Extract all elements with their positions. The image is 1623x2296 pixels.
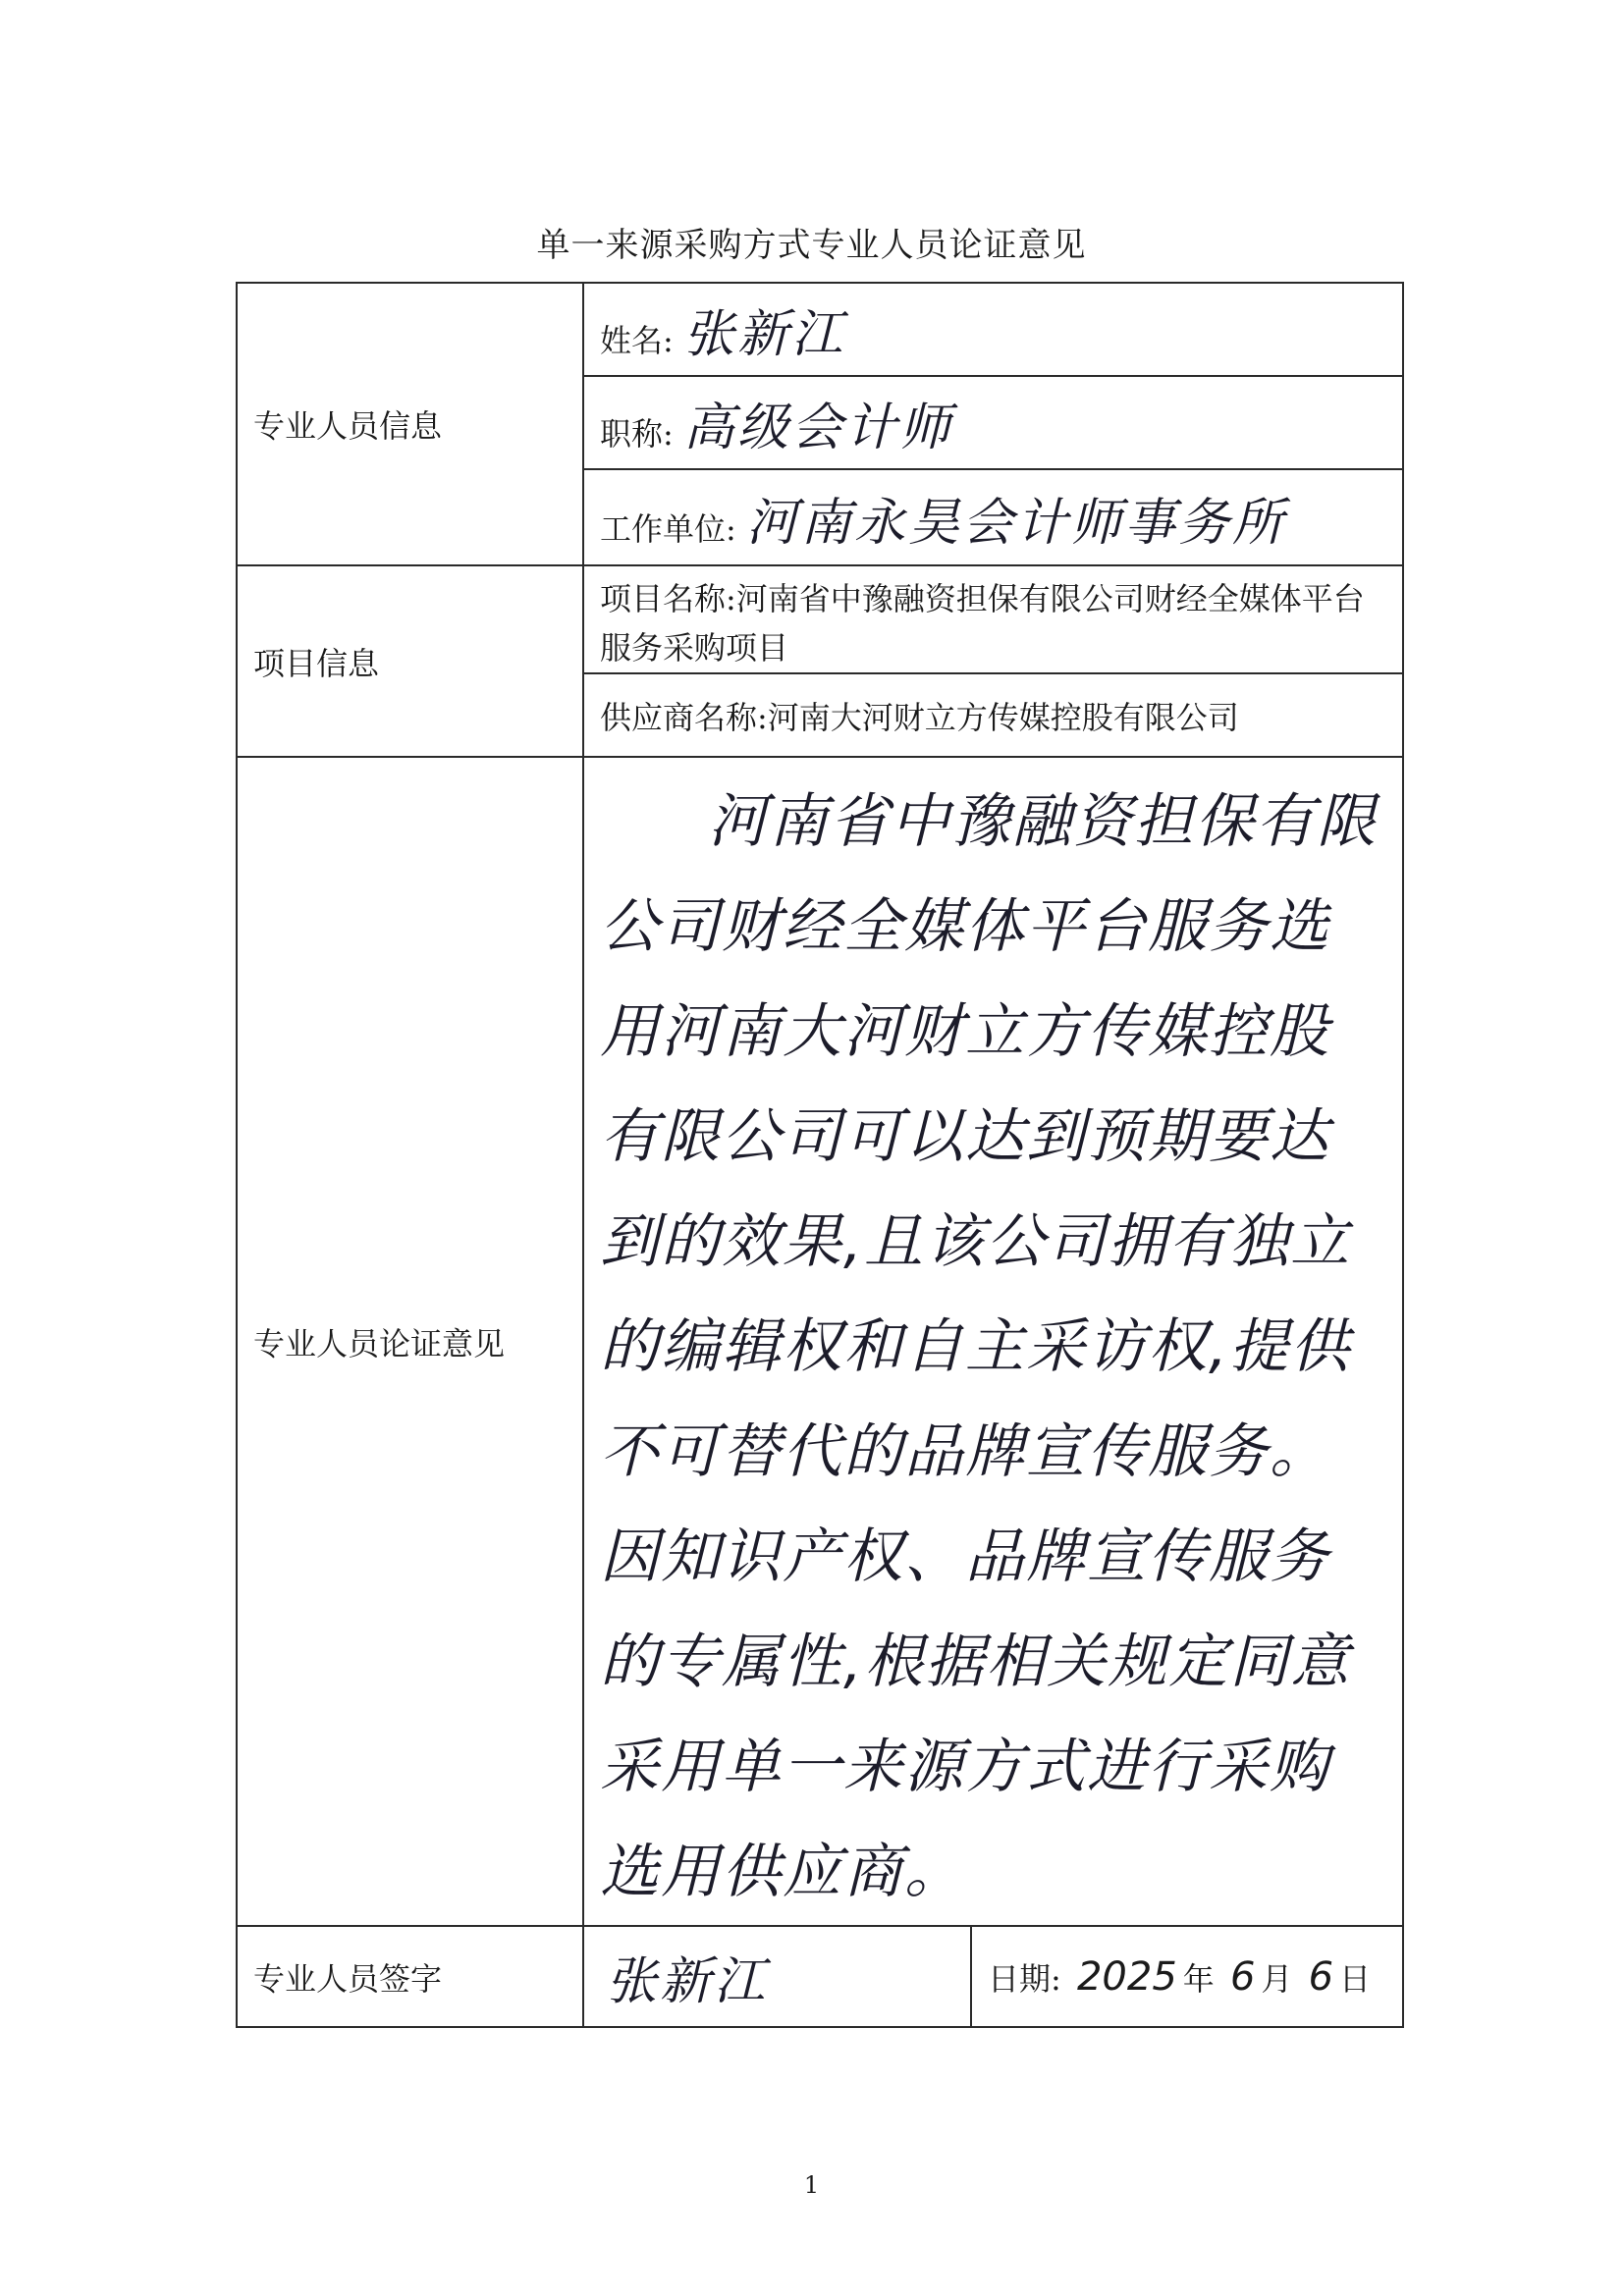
opinion-field	[583, 757, 1403, 1926]
supplier-label: 供应商名称:	[600, 698, 768, 736]
name-field	[583, 283, 1403, 376]
date-label: 日期:	[988, 1959, 1061, 1998]
project-name-field	[583, 565, 1403, 673]
date-day-unit: 日	[1339, 1959, 1372, 1998]
job-title-value: 高级会计师	[682, 399, 953, 457]
supplier-value: 河南大河财立方传媒控股有限公司	[767, 698, 1239, 736]
job-title-label: 职称:	[600, 415, 674, 453]
page-number: 1	[803, 2171, 820, 2199]
opinion-text: 河南省中豫融资担保有限公司财经全媒体平台服务选用河南大河财立方传媒控股有限公司可以达到预期要达到的效果,且该公司拥有独立的编辑权和自主采访权,提供不可替代的品牌宣传服务。因知识产权、品牌宣传服务的专属性,根据相关规定同意采用单一来源方式进行采购选用供应商。	[600, 787, 1378, 1906]
signature-cell	[584, 1927, 971, 2026]
signature-date-field	[583, 1926, 1403, 2027]
job-title-field	[583, 376, 1403, 469]
document-title: 单一来源采购方式专业人员论证意见	[536, 226, 1087, 265]
opinion-label: 专业人员论证意见	[237, 757, 583, 1926]
project-name-label: 项目名称:	[600, 580, 736, 617]
date-cell	[971, 1927, 1402, 2026]
signature-value: 张新江	[606, 1952, 769, 2011]
date-month: 6	[1229, 1953, 1256, 2000]
employer-value: 河南永昊会计师事务所	[745, 493, 1286, 553]
project-info-label: 项目信息	[237, 565, 583, 757]
project-name-value: 河南省中豫融资担保有限公司财经全媒体平台服务采购项目	[600, 580, 1365, 667]
date-month-unit: 月	[1261, 1959, 1293, 1998]
date-year-unit: 年	[1182, 1959, 1215, 1998]
date-day: 6	[1308, 1953, 1334, 2000]
signature-label: 专业人员签字	[237, 1926, 583, 2027]
employer-label: 工作单位:	[600, 509, 736, 548]
employer-field	[583, 469, 1403, 565]
demonstration-form	[236, 282, 1404, 2028]
date-year: 2025	[1076, 1953, 1177, 2000]
supplier-field	[583, 673, 1403, 757]
expert-info-label: 专业人员信息	[237, 283, 583, 565]
name-label: 姓名:	[600, 322, 674, 359]
name-value: 张新江	[682, 305, 845, 364]
